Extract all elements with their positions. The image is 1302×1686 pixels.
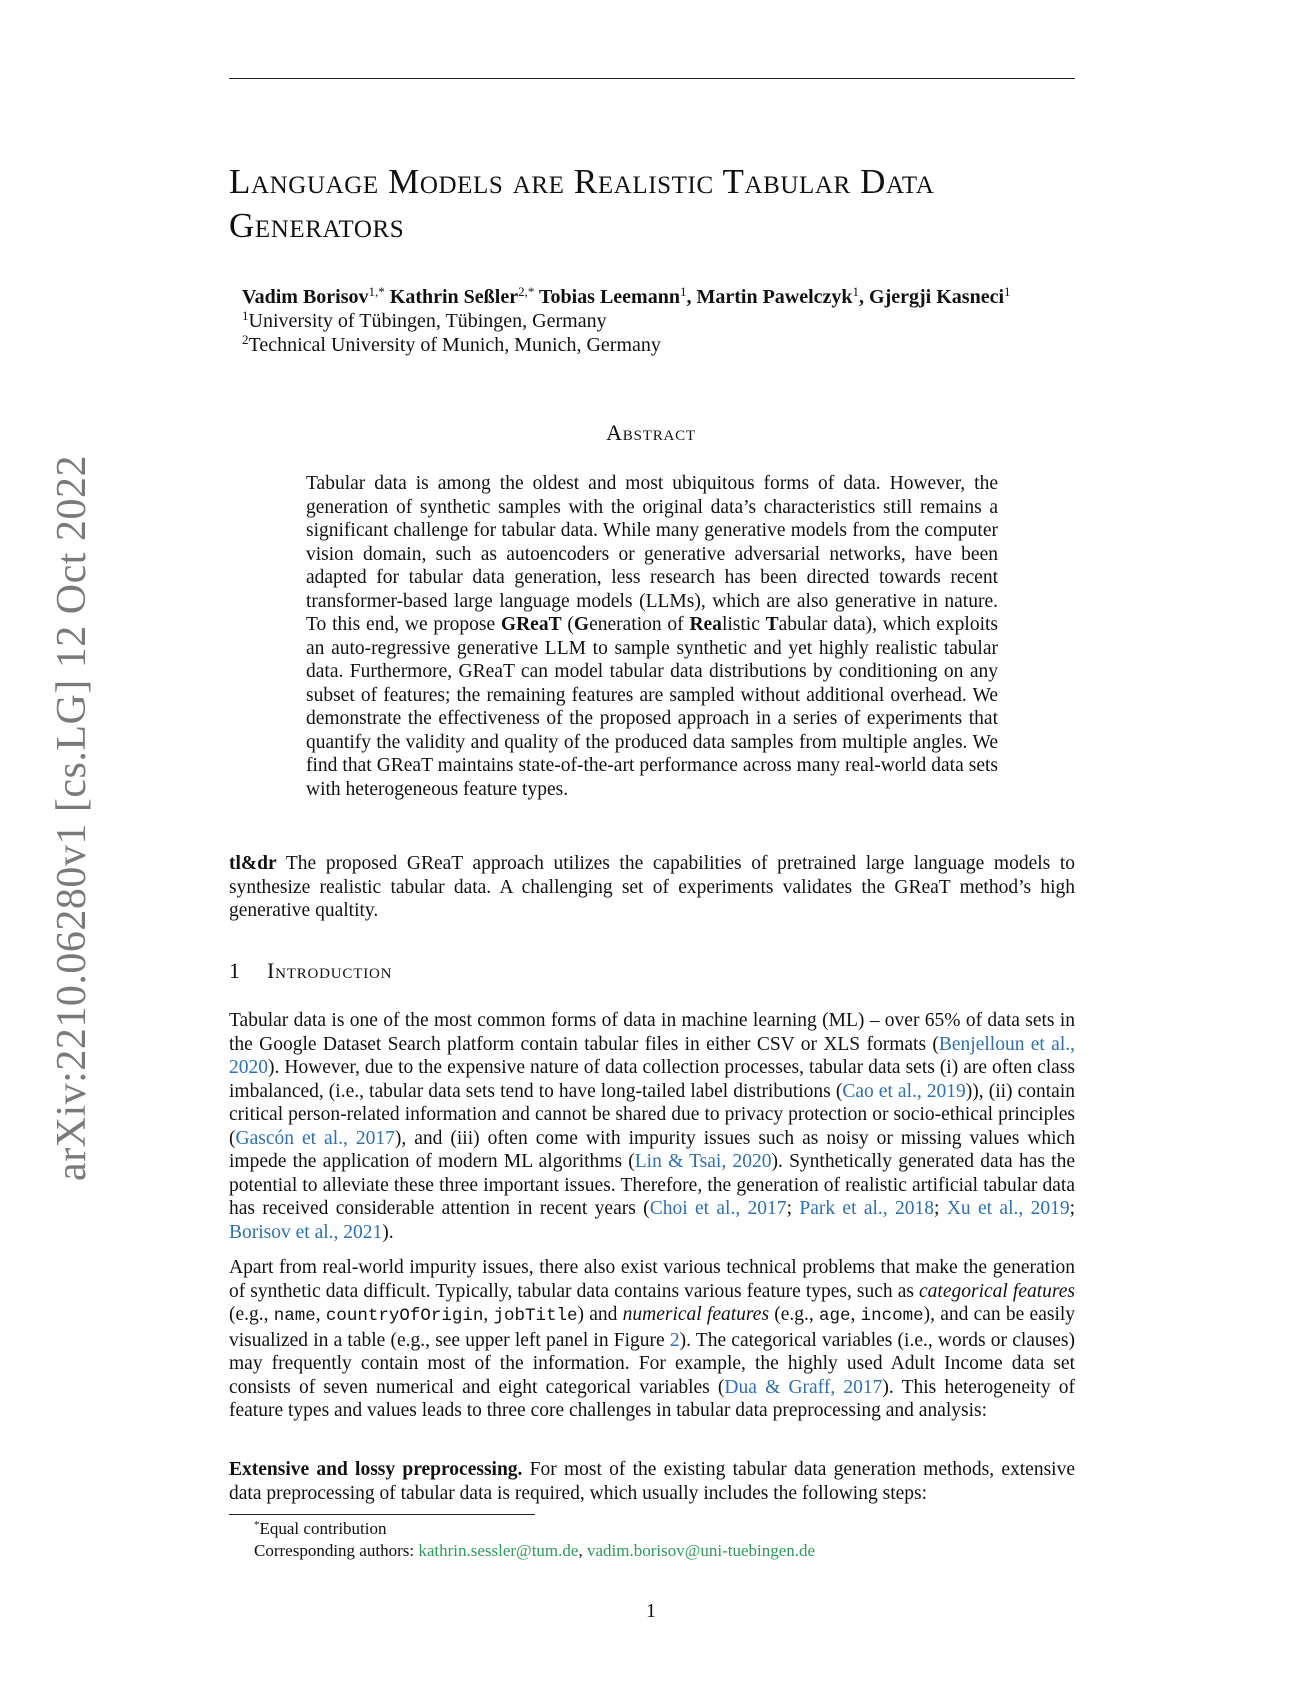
author-names: Vadim Borisov$^{1,*}$ Kathrin Seßler$^{2,*}$ Tobias Leemann$^1$, Martin Pawelczyk$^1$, Gjergji Kasneci$^1$ [242,284,1011,308]
author-sup: 1,* [368,284,385,299]
text-run: , [483,1304,494,1325]
section-number: 1 [229,958,240,983]
intro-paragraph-2 [229,1256,1075,1423]
text-run: (e.g., [229,1304,274,1325]
citation-link[interactable]: Dua & Graff, 2017 [724,1376,883,1398]
text-run: Tabular data is one of the most common forms of data in machine learning (ML) – over 65% of data sets in the Google Dataset Search platform contain tabular files in either CSV or XLS formats ( [229,1010,1075,1055]
paragraph-lead: Extensive and lossy preprocessing. [229,1459,523,1480]
author-name: Gjergji Kasneci [869,286,1005,308]
affiliation-sup: 2 [242,332,249,347]
affiliation-sup: 1 [242,308,249,323]
citation-link[interactable]: Benjelloun et al., 2020 [229,1033,1075,1078]
affiliation-2 [242,333,1102,357]
code-text: jobTitle [493,1306,578,1326]
code-text: age [819,1306,851,1326]
text-run: )), (ii) contain critical person-related information and cannot be shared due to privacy protection or socio-ethical principles ( [229,1080,1075,1149]
intro-paragraph-1 [229,1009,1075,1244]
text-run: ). [382,1221,394,1243]
code-text: income [860,1306,924,1326]
paper-title: Language Models are Realistic Tabular Data Generators [229,162,935,245]
citation-link[interactable]: Lin & Tsai, 2020 [634,1151,772,1172]
footnote-marker: * [254,1519,260,1531]
affiliation-text: University of Tübingen, Tübingen, Germany [248,310,607,332]
text-run: ). Synthetically generated data has the potential to alleviate these three important issues. Therefore, the generation of realistic artificial tabular data has received considerable attention in recent years ( [229,1151,1076,1219]
citation-link[interactable]: Choi et al., 2017 [649,1198,787,1219]
text-run: ) and [577,1304,623,1325]
author-sup: 1 [852,284,860,299]
abstract-text [306,472,998,801]
author-name: Vadim Borisov [242,286,369,308]
text-run: , [315,1304,326,1325]
footnote-equal-contribution [254,1518,1074,1540]
citation-link[interactable]: Xu et al., 2019 [946,1198,1070,1219]
text-run: For most of the existing tabular data generation methods, extensive data preprocessing of tabular data is required, which usually includes the following steps: [229,1459,1075,1504]
email-link[interactable]: vadim.borisov@uni-tuebingen.de [586,1540,816,1560]
citation-link[interactable]: Borisov et al., 2021 [229,1221,383,1243]
author-name: Kathrin Seßler [389,286,519,308]
footnote-text: , [578,1540,587,1560]
abstract-part: eneration of [589,614,690,635]
emphasis-text: categorical features [919,1280,1075,1302]
author-name: Martin Pawelczyk [696,286,853,308]
tldr-paragraph [229,852,1075,923]
footnote [254,1518,1074,1561]
footnote-corresponding [254,1540,1074,1562]
author-name: Tobias Leemann [539,286,680,308]
text-run: ; [1069,1198,1076,1219]
affiliation-1 [242,309,1102,333]
author-sup: 1 [1004,284,1011,299]
text-run: ), and can be easily visualized in a table (e.g., see upper left panel in Figure [229,1304,1076,1351]
text-run: ; [786,1198,800,1219]
section-heading-introduction [229,958,392,984]
author-block [242,285,1102,357]
text-run: ). However, due to the expensive nature of data collection processes, tabular data sets (i) are often class imbalanced, (i.e., tabular data sets tend to have long-tailed label distributions ( [229,1057,1075,1102]
abstract-bold: GReaT [500,614,562,635]
figure-link[interactable]: 2 [669,1329,680,1351]
abstract-bold: G [573,614,590,635]
text-run: Apart from real-world impurity issues, there also exist various technical problems that make the generation of synthetic data difficult. Typically, tabular data contains various feature types, such as [229,1257,1075,1302]
abstract-part: Tabular data is among the oldest and most ubiquitous forms of data. However, the generation of synthetic samples with the original data’s characteristics still remains a significant challenge for tabular data. While many generative models from the computer vision domain, such as autoencoders or generative adversarial networks, have been adapted for tabular data generation, less research has been directed towards recent transformer-based large language models (LLMs), which are also generative in nature. To this end, we propose [306,473,998,635]
citation-link[interactable]: Cao et al., 2019 [842,1080,966,1102]
intro-paragraph-3 [229,1458,1075,1505]
top-rule [229,78,1075,79]
code-text: countryOfOrigin [325,1306,484,1326]
tldr-label: tl&dr [229,853,277,874]
page-number: 1 [646,1600,656,1622]
text-run: (e.g., [769,1304,820,1325]
emphasis-text: numerical features [622,1304,770,1325]
footnote-text: Corresponding authors: [254,1540,419,1560]
abstract-heading: Abstract [606,420,696,445]
footnote-rule [229,1514,535,1515]
citation-link[interactable]: Gascón et al., 2017 [235,1127,395,1149]
text-run: ; [934,1198,947,1219]
author-sup: 2,* [518,284,535,299]
email-link[interactable]: kathrin.sessler@tum.de [418,1540,579,1560]
citation-link[interactable]: Park et al., 2018 [799,1198,935,1219]
abstract-part: listic [721,614,766,635]
abstract-part: abular data), which exploits an auto-regressive generative LLM to sample synthetic and yet highly realistic tabular data. Furthermore, GReaT can model tabular data distributions by conditioning on any subset of features; the remaining features are sampled without additional overhead. We demonstrate the effectiveness of the proposed approach in a series of experiments that quantify the validity and quality of the produced data samples from multiple angles. We find that GReaT maintains state-of-the-art performance across many real-world data sets with heterogeneous feature types. [306,614,998,800]
text-run: , [850,1304,861,1325]
abstract-bold: T [765,614,779,635]
code-text: name [273,1306,316,1326]
abstract-part: ( [561,614,574,635]
text-run: ). This heterogeneity of feature types and values leads to three core challenges in tabular data preprocessing and analysis: [229,1376,1076,1421]
abstract-bold: Rea [689,614,722,635]
author-sup: 1 [679,284,687,299]
affiliation-text: Technical University of Munich, Munich, Germany [248,334,661,356]
footnote-text: Equal contribution [259,1519,387,1538]
section-title: Introduction [267,958,393,983]
text-run: ), and (iii) often come with impurity issues such as noisy or missing values which impede the application of modern ML algorithms ( [229,1127,1075,1172]
arxiv-stamp: arXiv:2210.06280v1 [cs.LG] 12 Oct 2022 [49,455,95,1181]
tldr-text: The proposed GReaT approach utilizes the capabilities of pretrained large language models to synthesize realistic tabular data. A challenging set of experiments validates the GReaT method’s high generative qualtity. [229,853,1075,921]
text-run: ). The categorical variables (i.e., words or clauses) may frequently contain most of the information. For example, the highly used Adult Income data set consists of seven numerical and eight categorical variables ( [229,1329,1075,1398]
